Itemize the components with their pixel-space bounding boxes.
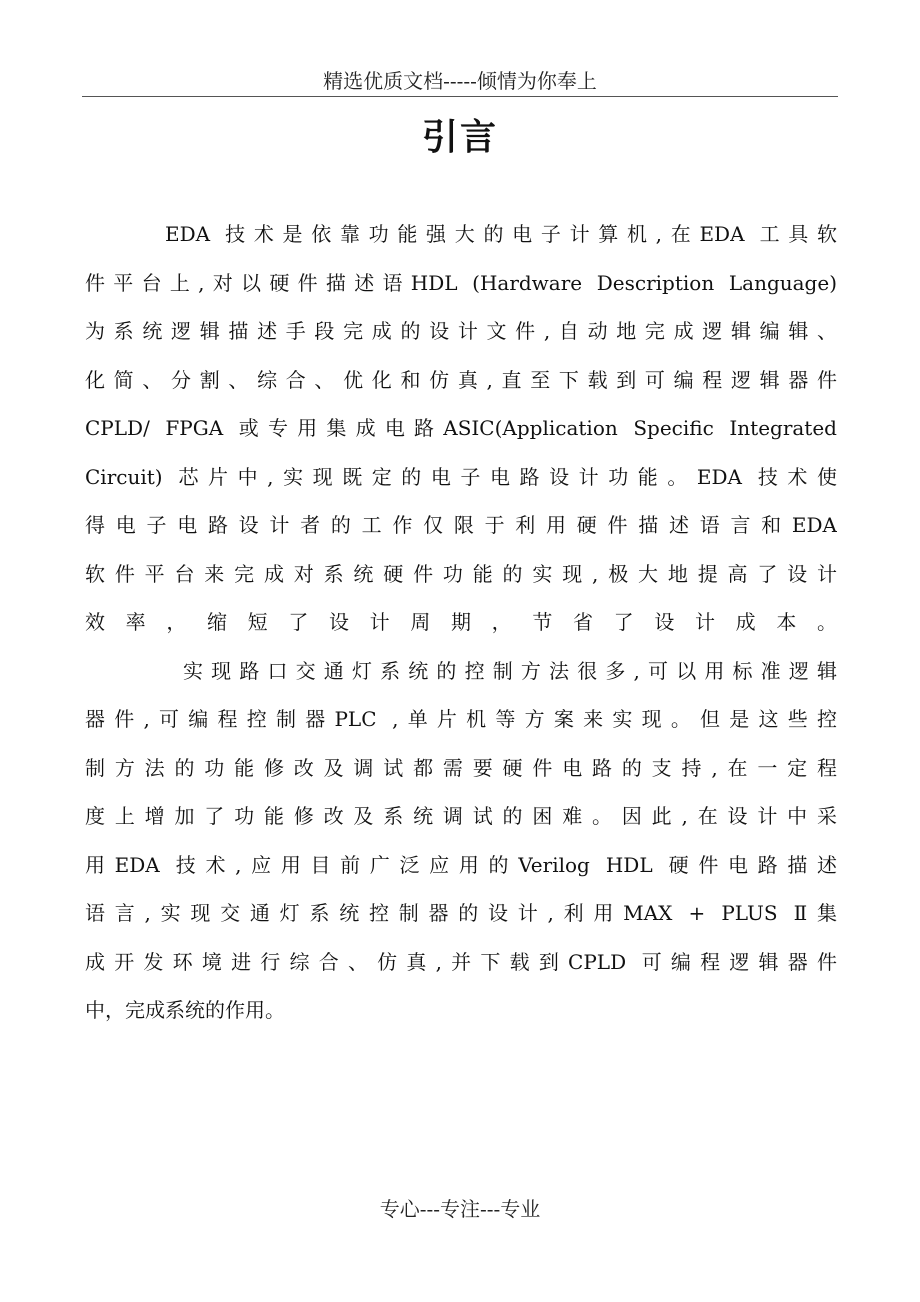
text-line: 软件平台来完成对系统硬件功能的实现,极大地提高了设计 (85, 561, 837, 586)
body-text (85, 210, 837, 1035)
page-footer: 专心---专注---专业 (379, 1197, 541, 1221)
paragraph-2 (85, 647, 837, 1035)
text-line: 成开发环境进行综合、仿真,并下载到CPLD 可编程逻辑器件 (85, 949, 837, 974)
text-line: Circuit) 芯片中,实现既定的电子电路设计功能。EDA 技术使 (85, 464, 837, 489)
header-divider (82, 96, 838, 97)
page-header: 精选优质文档-----倾情为你奉上 (323, 69, 597, 93)
text-line: 度上增加了功能修改及系统调试的困难。因此,在设计中采 (85, 804, 837, 828)
text-line: EDA 技术是依靠功能强大的电子计算机,在EDA 工具软 (165, 222, 837, 246)
text-line: 用EDA 技术,应用目前广泛应用的Verilog HDL 硬件电路描述 (85, 852, 837, 877)
text-line: 制方法的功能修改及调试都需要硬件电路的支持,在一定程 (85, 755, 837, 780)
text-line: 语言,实现交通灯系统控制器的设计,利用MAX + PLUS Ⅱ集 (85, 901, 837, 925)
text-line: CPLD/ FPGA 或专用集成电路ASIC(Application Specific Integrated (85, 416, 837, 440)
text-line: 为系统逻辑描述手段完成的设计文件,自动地完成逻辑编辑、 (85, 319, 837, 343)
paragraph-1 (85, 210, 837, 647)
text-line: 中，完成系统的作用。 (85, 998, 285, 1022)
text-line: 化简、分割、综合、优化和仿真,直至下载到可编程逻辑器件 (85, 367, 837, 392)
text-line: 实现路口交通灯系统的控制方法很多,可以用标准逻辑 (183, 658, 837, 683)
text-line: 器件,可编程控制器PLC ,单片机等方案来实现。但是这些控 (85, 707, 837, 731)
text-line: 效率，缩短了设计周期，节省了设计成本。 (85, 610, 837, 634)
section-title: 引言 (421, 117, 498, 158)
text-line: 得电子电路设计者的工作仅限于利用硬件描述语言和EDA (85, 513, 837, 537)
text-line: 件平台上,对以硬件描述语HDL (Hardware Description Language) (85, 270, 837, 295)
